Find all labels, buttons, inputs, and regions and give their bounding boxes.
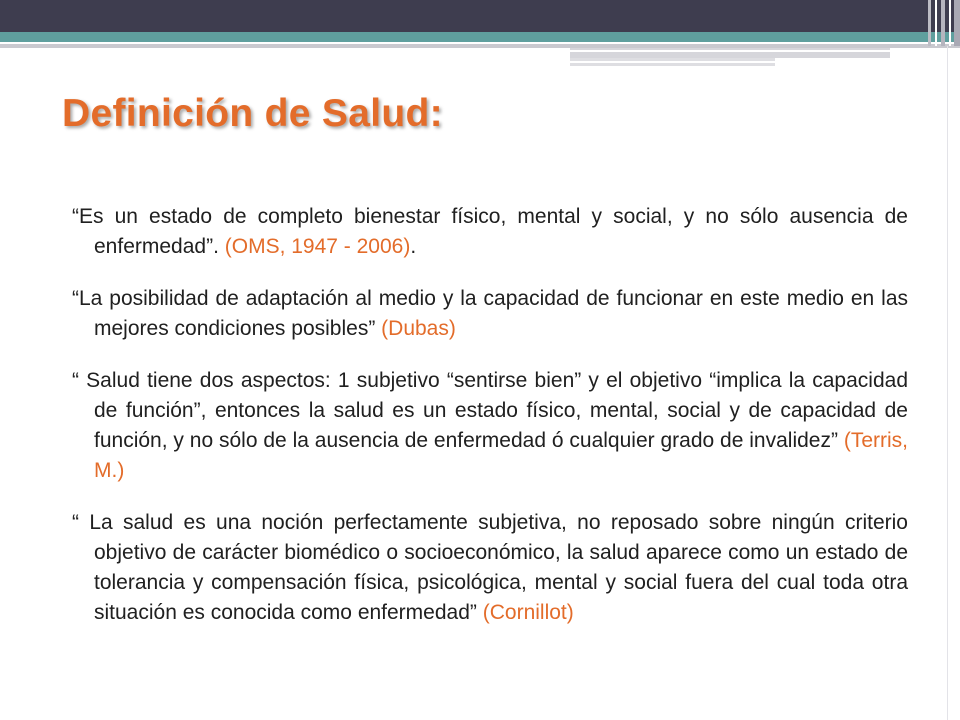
slide-title: Definición de Salud:	[62, 92, 443, 135]
definition-oms	[72, 202, 908, 262]
definition-terris	[72, 366, 908, 486]
header-step-line	[570, 50, 890, 52]
definition-cornillot	[72, 508, 908, 628]
right-decoration	[926, 0, 960, 720]
quote-text: “ La salud es una noción perfectamente subjetiva, no reposado sobre ningún criterio objetivo de carácter biomédico o socioeconómico, la salud aparece como un estado de tolerancia y compensación física, psicológica, mental y social fuera del cual toda otra situación es conocida como enfermedad”	[72, 511, 908, 624]
quote-text: “La posibilidad de adaptación al medio y la capacidad de funcionar en este medio en las mejores condiciones posibles”	[72, 287, 908, 340]
quote-suffix: .	[410, 235, 417, 258]
header-banner-teal	[0, 32, 960, 42]
quote-text: “Es un estado de completo bienestar físico, mental y social, y no sólo ausencia de enfermedad”.	[72, 205, 908, 258]
right-edge-line	[947, 46, 948, 720]
citation: (Cornillot)	[482, 601, 574, 624]
definition-dubas	[72, 284, 908, 344]
header-banner-dark	[0, 0, 960, 32]
citation: (Dubas)	[381, 317, 456, 340]
citation: (OMS, 1947 - 2006)	[224, 235, 411, 258]
header-step-line-small	[570, 61, 775, 63]
citation: (Terris, M.)	[94, 429, 908, 482]
slide-content	[72, 202, 908, 650]
quote-text: “ Salud tiene dos aspectos: 1 subjetivo “sentirse bien” y el objetivo “implica la capacidad de función”, entonces la salud es un estado físico, mental, social y de capacidad de función, y no sólo de la ausencia de enfermedad ó cualquier grado de invalidez”	[72, 369, 908, 452]
